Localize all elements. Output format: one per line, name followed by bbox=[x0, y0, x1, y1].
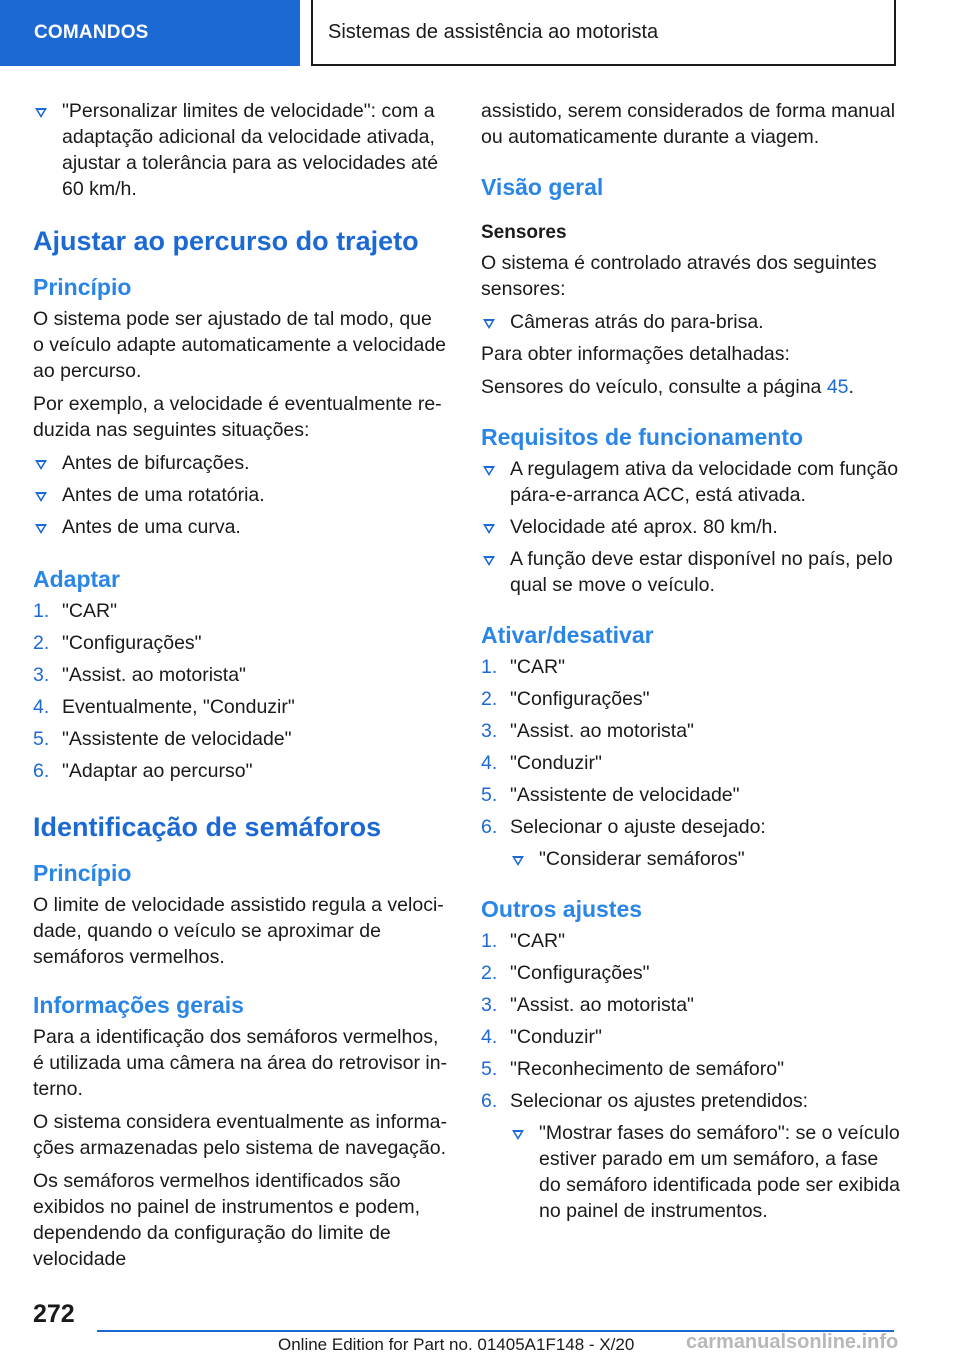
step-item: 3. "Assist. ao motorista" bbox=[481, 720, 694, 742]
paragraph: O sistema é controlado através dos seguintes sensores: bbox=[481, 252, 877, 300]
adapt-steps bbox=[33, 598, 448, 784]
step-item: 5. "Assistente de velocidade" bbox=[481, 784, 740, 806]
triangle-bullet-icon bbox=[483, 466, 495, 476]
triangle-bullet-icon bbox=[35, 492, 47, 502]
heading-general-info: Informações gerais bbox=[33, 992, 244, 1018]
paragraph: Por exemplo, a velocidade é eventualmente reduzida nas seguintes situações: bbox=[33, 393, 442, 441]
paragraph: O limite de velocidade assistido regula a velocidade, quando o veículo se aproximar de semáforos vermelhos. bbox=[33, 894, 444, 968]
triangle-bullet-icon bbox=[35, 460, 47, 470]
heading-sensors: Sensores bbox=[481, 222, 567, 243]
triangle-bullet-icon bbox=[35, 108, 47, 118]
heading-other-settings: Outros ajustes bbox=[481, 896, 643, 922]
step-item: 5. "Reconhecimento de semáforo" bbox=[481, 1058, 784, 1080]
list-item: Câmeras atrás do para-brisa. bbox=[481, 309, 901, 335]
list-item: Antes de uma rotatória. bbox=[33, 482, 448, 508]
paragraph: Para a identificação dos semáforos vermelhos, é utilizada uma câmera na área do retrovisor interno. bbox=[33, 1026, 448, 1100]
page-number: 272 bbox=[33, 1300, 75, 1328]
paragraph: Os semáforos vermelhos identificados são exibidos no painel de instrumentos e podem, dependendo da configuração do limite de velocidade bbox=[33, 1170, 420, 1270]
step-item: 3. "Assist. ao motorista" bbox=[33, 664, 246, 686]
triangle-bullet-icon bbox=[483, 524, 495, 534]
step-item: 1. "CAR" bbox=[481, 656, 566, 678]
other-sub-list bbox=[510, 1120, 901, 1224]
situations-list bbox=[33, 450, 448, 540]
other-steps bbox=[481, 928, 901, 1224]
step-item: 4. "Conduzir" bbox=[481, 1026, 602, 1048]
heading-principle: Princípio bbox=[33, 860, 132, 886]
paragraph: Para obter informações detalhadas: bbox=[481, 343, 790, 365]
list-item: Antes de uma curva. bbox=[33, 514, 448, 540]
activate-steps bbox=[481, 654, 901, 872]
sensors-list bbox=[481, 309, 901, 335]
left-column bbox=[33, 98, 448, 1279]
heading-route-adapt: Ajustar ao percurso do trajeto bbox=[33, 226, 419, 256]
activate-sub-list bbox=[510, 846, 901, 872]
step-item: 6. Selecionar o ajuste desejado: "Considerar semáforos" bbox=[481, 814, 901, 872]
heading-traffic-lights: Identificação de semáforos bbox=[33, 812, 382, 842]
page-link[interactable]: 45 bbox=[826, 376, 849, 398]
requirements-list bbox=[481, 456, 901, 598]
step-item: 2. "Configurações" bbox=[481, 962, 650, 984]
paragraph: O sistema considera eventualmente as informações armazenadas pelo sistema de navegação. bbox=[33, 1111, 448, 1159]
triangle-bullet-icon bbox=[483, 319, 495, 329]
step-item: 5. "Assistente de velocidade" bbox=[33, 728, 292, 750]
heading-adapt: Adaptar bbox=[33, 566, 120, 592]
chapter-title: Sistemas de assistência ao motorista bbox=[311, 0, 896, 66]
list-item: "Personalizar limites de velocidade": com a adaptação adicional da velocidade ativada, ajustar a tolerância para as velocidades até 60 km/h. bbox=[33, 98, 448, 202]
watermark: carmanualsonline.info bbox=[686, 1331, 899, 1353]
triangle-bullet-icon bbox=[512, 856, 524, 866]
step-item: 1. "CAR" bbox=[481, 930, 566, 952]
heading-activate: Ativar/desativar bbox=[481, 622, 654, 648]
paragraph-page-reference: Sensores do veículo, consulte a página 45. bbox=[481, 376, 854, 398]
intro-list bbox=[33, 98, 448, 202]
step-item: 6. "Adaptar ao percurso" bbox=[33, 760, 253, 782]
heading-requirements: Requisitos de funcionamento bbox=[481, 424, 804, 450]
step-item: 2. "Configurações" bbox=[481, 688, 650, 710]
triangle-bullet-icon bbox=[483, 556, 495, 566]
step-item: 4. Eventualmente, "Conduzir" bbox=[33, 696, 295, 718]
step-item: 1. "CAR" bbox=[33, 600, 118, 622]
heading-overview: Visão geral bbox=[481, 174, 604, 200]
list-item: A regulagem ativa da velocidade com função pára-e-arranca ACC, está ativada. bbox=[481, 456, 901, 508]
edition-text: Online Edition for Part no. 01405A1F148 - X/20 bbox=[278, 1335, 635, 1354]
step-item: 6. Selecionar os ajustes pretendidos: "Mostrar fases do semáforo": se o veículo estiver parado em um semáforo, a fase do semáforo identificada pode ser exibida no painel de instrumentos. bbox=[481, 1090, 900, 1222]
list-item: "Considerar semáforos" bbox=[510, 846, 901, 872]
triangle-bullet-icon bbox=[512, 1130, 524, 1140]
triangle-bullet-icon bbox=[35, 524, 47, 534]
list-item: Antes de bifurcações. bbox=[33, 450, 448, 476]
step-item: 2. "Configurações" bbox=[33, 632, 202, 654]
list-item: A função deve estar disponível no país, pelo qual se move o veículo. bbox=[481, 546, 901, 598]
right-column bbox=[481, 98, 901, 1230]
step-item: 4. "Conduzir" bbox=[481, 752, 602, 774]
heading-principle: Princípio bbox=[33, 274, 132, 300]
section-tab: COMANDOS bbox=[0, 0, 300, 66]
page-header bbox=[0, 0, 960, 66]
paragraph: assistido, serem considerados de forma manual ou automaticamente durante a viagem. bbox=[481, 100, 896, 148]
paragraph: O sistema pode ser ajustado de tal modo, que o veículo adapte automaticamente a velocidade ao percurso. bbox=[33, 308, 447, 382]
step-item: 3. "Assist. ao motorista" bbox=[481, 994, 694, 1016]
list-item: "Mostrar fases do semáforo": se o veículo estiver parado em um semáforo, a fase do semáforo identificada pode ser exibida no painel de instrumentos. bbox=[510, 1120, 901, 1224]
list-item: Velocidade até aprox. 80 km/h. bbox=[481, 514, 901, 540]
